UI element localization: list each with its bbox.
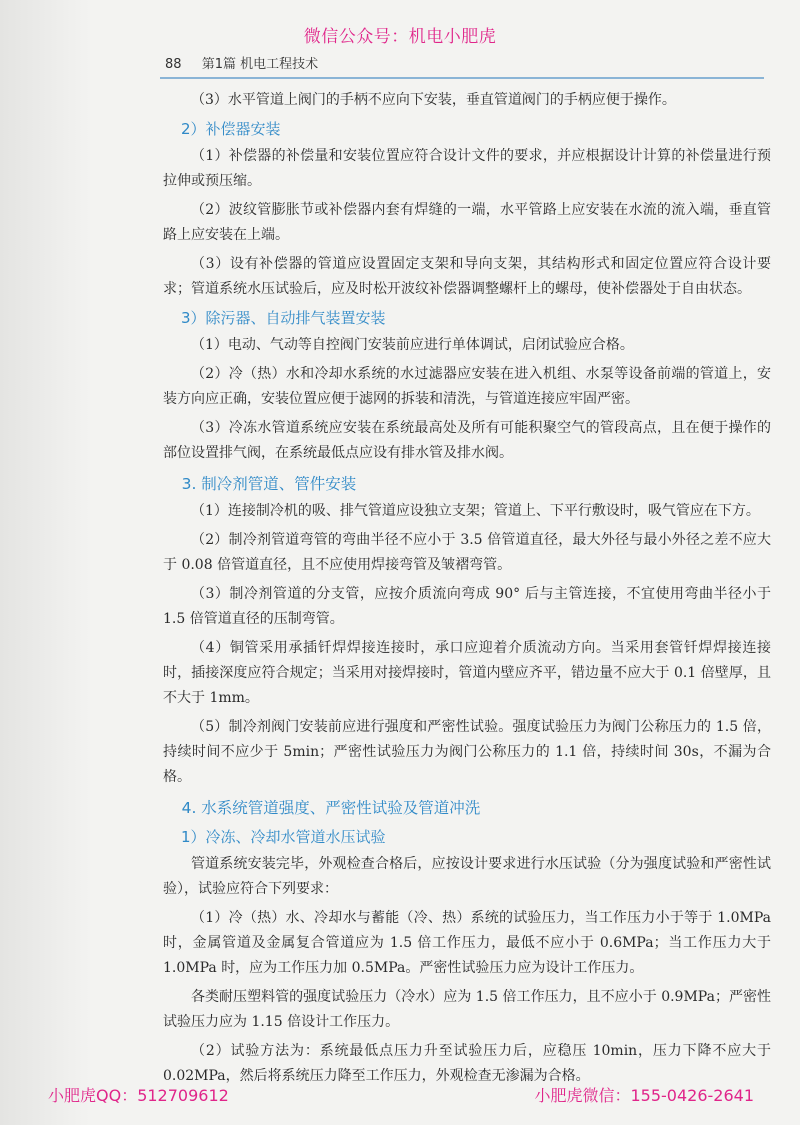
footer-wechat: 小肥虎微信：155-0426-2641: [534, 1086, 754, 1105]
subsection-heading: 3）除污器、自动排气装置安装: [181, 309, 386, 327]
header-title: 第1篇 机电工程技术: [201, 57, 319, 72]
paragraph: （3）冷冻水管道系统应安装在系统最高处及所有可能积聚空气的管段高点，且在便于操作的部位设置排气阀，在系统最低点应设有排水管及排水阀。: [163, 420, 771, 461]
header-rule: [160, 77, 764, 79]
paragraph: （3）水平管道上阀门的手柄不应向下安装，垂直管道阀门的手柄应便于操作。: [191, 92, 676, 108]
paragraph: （1）连接制冷机的吸、排气管道应设独立支架；管道上、下平行敷设时，吸气管应在下方。: [191, 503, 760, 519]
subsection-heading: 1）冷冻、冷却水管道水压试验: [181, 828, 386, 846]
paragraph: （4）铜管采用承插钎焊焊接连接时，承口应迎着介质流动方向。当采用套管钎焊焊接连接时，插接深度应符合规定；当采用对接焊接时，管道内壁应齐平，错边量不应大于 0.1 倍壁厚，且不大于 1mm。: [163, 640, 771, 706]
paragraph: （1）补偿器的补偿量和安装位置应符合设计文件的要求，并应根据设计计算的补偿量进行预拉伸或预压缩。: [163, 148, 771, 189]
paragraph: （5）制冷剂阀门安装前应进行强度和严密性试验。强度试验压力为阀门公称压力的 1.5 倍，持续时间不应少于 5min；严密性试验压力为阀门公称压力的 1.1 倍，持续时间 30s，不漏为合格。: [163, 719, 771, 785]
page-edge-shadow: [0, 0, 90, 1125]
paragraph: （2）试验方法为：系统最低点压力升至试验压力后，应稳压 10min，压力下降不应大于 0.02MPa，然后将系统压力降至工作压力，外观检查无渗漏为合格。: [163, 1043, 771, 1084]
paragraph: （3）设有补偿器的管道应设置固定支架和导向支架，其结构形式和固定位置应符合设计要求；管道系统水压试验后，应及时松开波纹补偿器调整螺杆上的螺母，使补偿器处于自由状态。: [163, 256, 771, 297]
footer-qq: 小肥虎QQ：512709612: [48, 1086, 229, 1105]
paragraph: 各类耐压塑料管的强度试验压力（冷水）应为 1.5 倍工作压力，且不应小于 0.9MPa；严密性试验压力应为 1.15 倍设计工作压力。: [163, 989, 771, 1030]
paragraph: 管道系统安装完毕，外观检查合格后，应按设计要求进行水压试验（分为强度试验和严密性试验），试验应符合下列要求：: [163, 856, 771, 897]
page-body: [163, 88, 771, 1093]
paragraph: （3）制冷剂管道的分支管，应按介质流向弯成 90° 后与主管连接，不宜使用弯曲半径小于 1.5 倍管道直径的压制弯管。: [163, 586, 771, 627]
paragraph: （2）波纹管膨胀节或补偿器内套有焊缝的一端，水平管路上应安装在水流的流入端，垂直管路上应安装在上端。: [163, 202, 771, 243]
section-heading: 4. 水系统管道强度、严密性试验及管道冲洗: [181, 799, 481, 817]
watermark-top: 微信公众号：机电小肥虎: [303, 27, 497, 47]
paragraph: （2）制冷剂管道弯管的弯曲半径不应小于 3.5 倍管道直径，最大外径与最小外径之差不应大于 0.08 倍管道直径，且不应使用焊接弯管及皱褶弯管。: [163, 532, 771, 573]
paragraph: （1）电动、气动等自控阀门安装前应进行单体调试，启闭试验应合格。: [191, 337, 634, 353]
section-heading: 3. 制冷剂管道、管件安装: [181, 475, 357, 493]
running-header: [165, 53, 762, 72]
subsection-heading: 2）补偿器安装: [181, 120, 281, 138]
paragraph: （2）冷（热）水和冷却水系统的水过滤器应安装在进入机组、水泵等设备前端的管道上，安装方向应正确，安装位置应便于滤网的拆装和清洗，与管道连接应牢固严密。: [163, 366, 771, 407]
paragraph: （1）冷（热）水、冷却水与蓄能（冷、热）系统的试验压力，当工作压力小于等于 1.0MPa 时，金属管道及金属复合管道应为 1.5 倍工作压力，最低不应小于 0.6MPa；当工作压力大于 1.0MPa 时，应为工作压力加 0.5MPa。严密性试验压力应为设计工作压力。: [163, 910, 771, 976]
page-number: 88: [165, 57, 182, 72]
